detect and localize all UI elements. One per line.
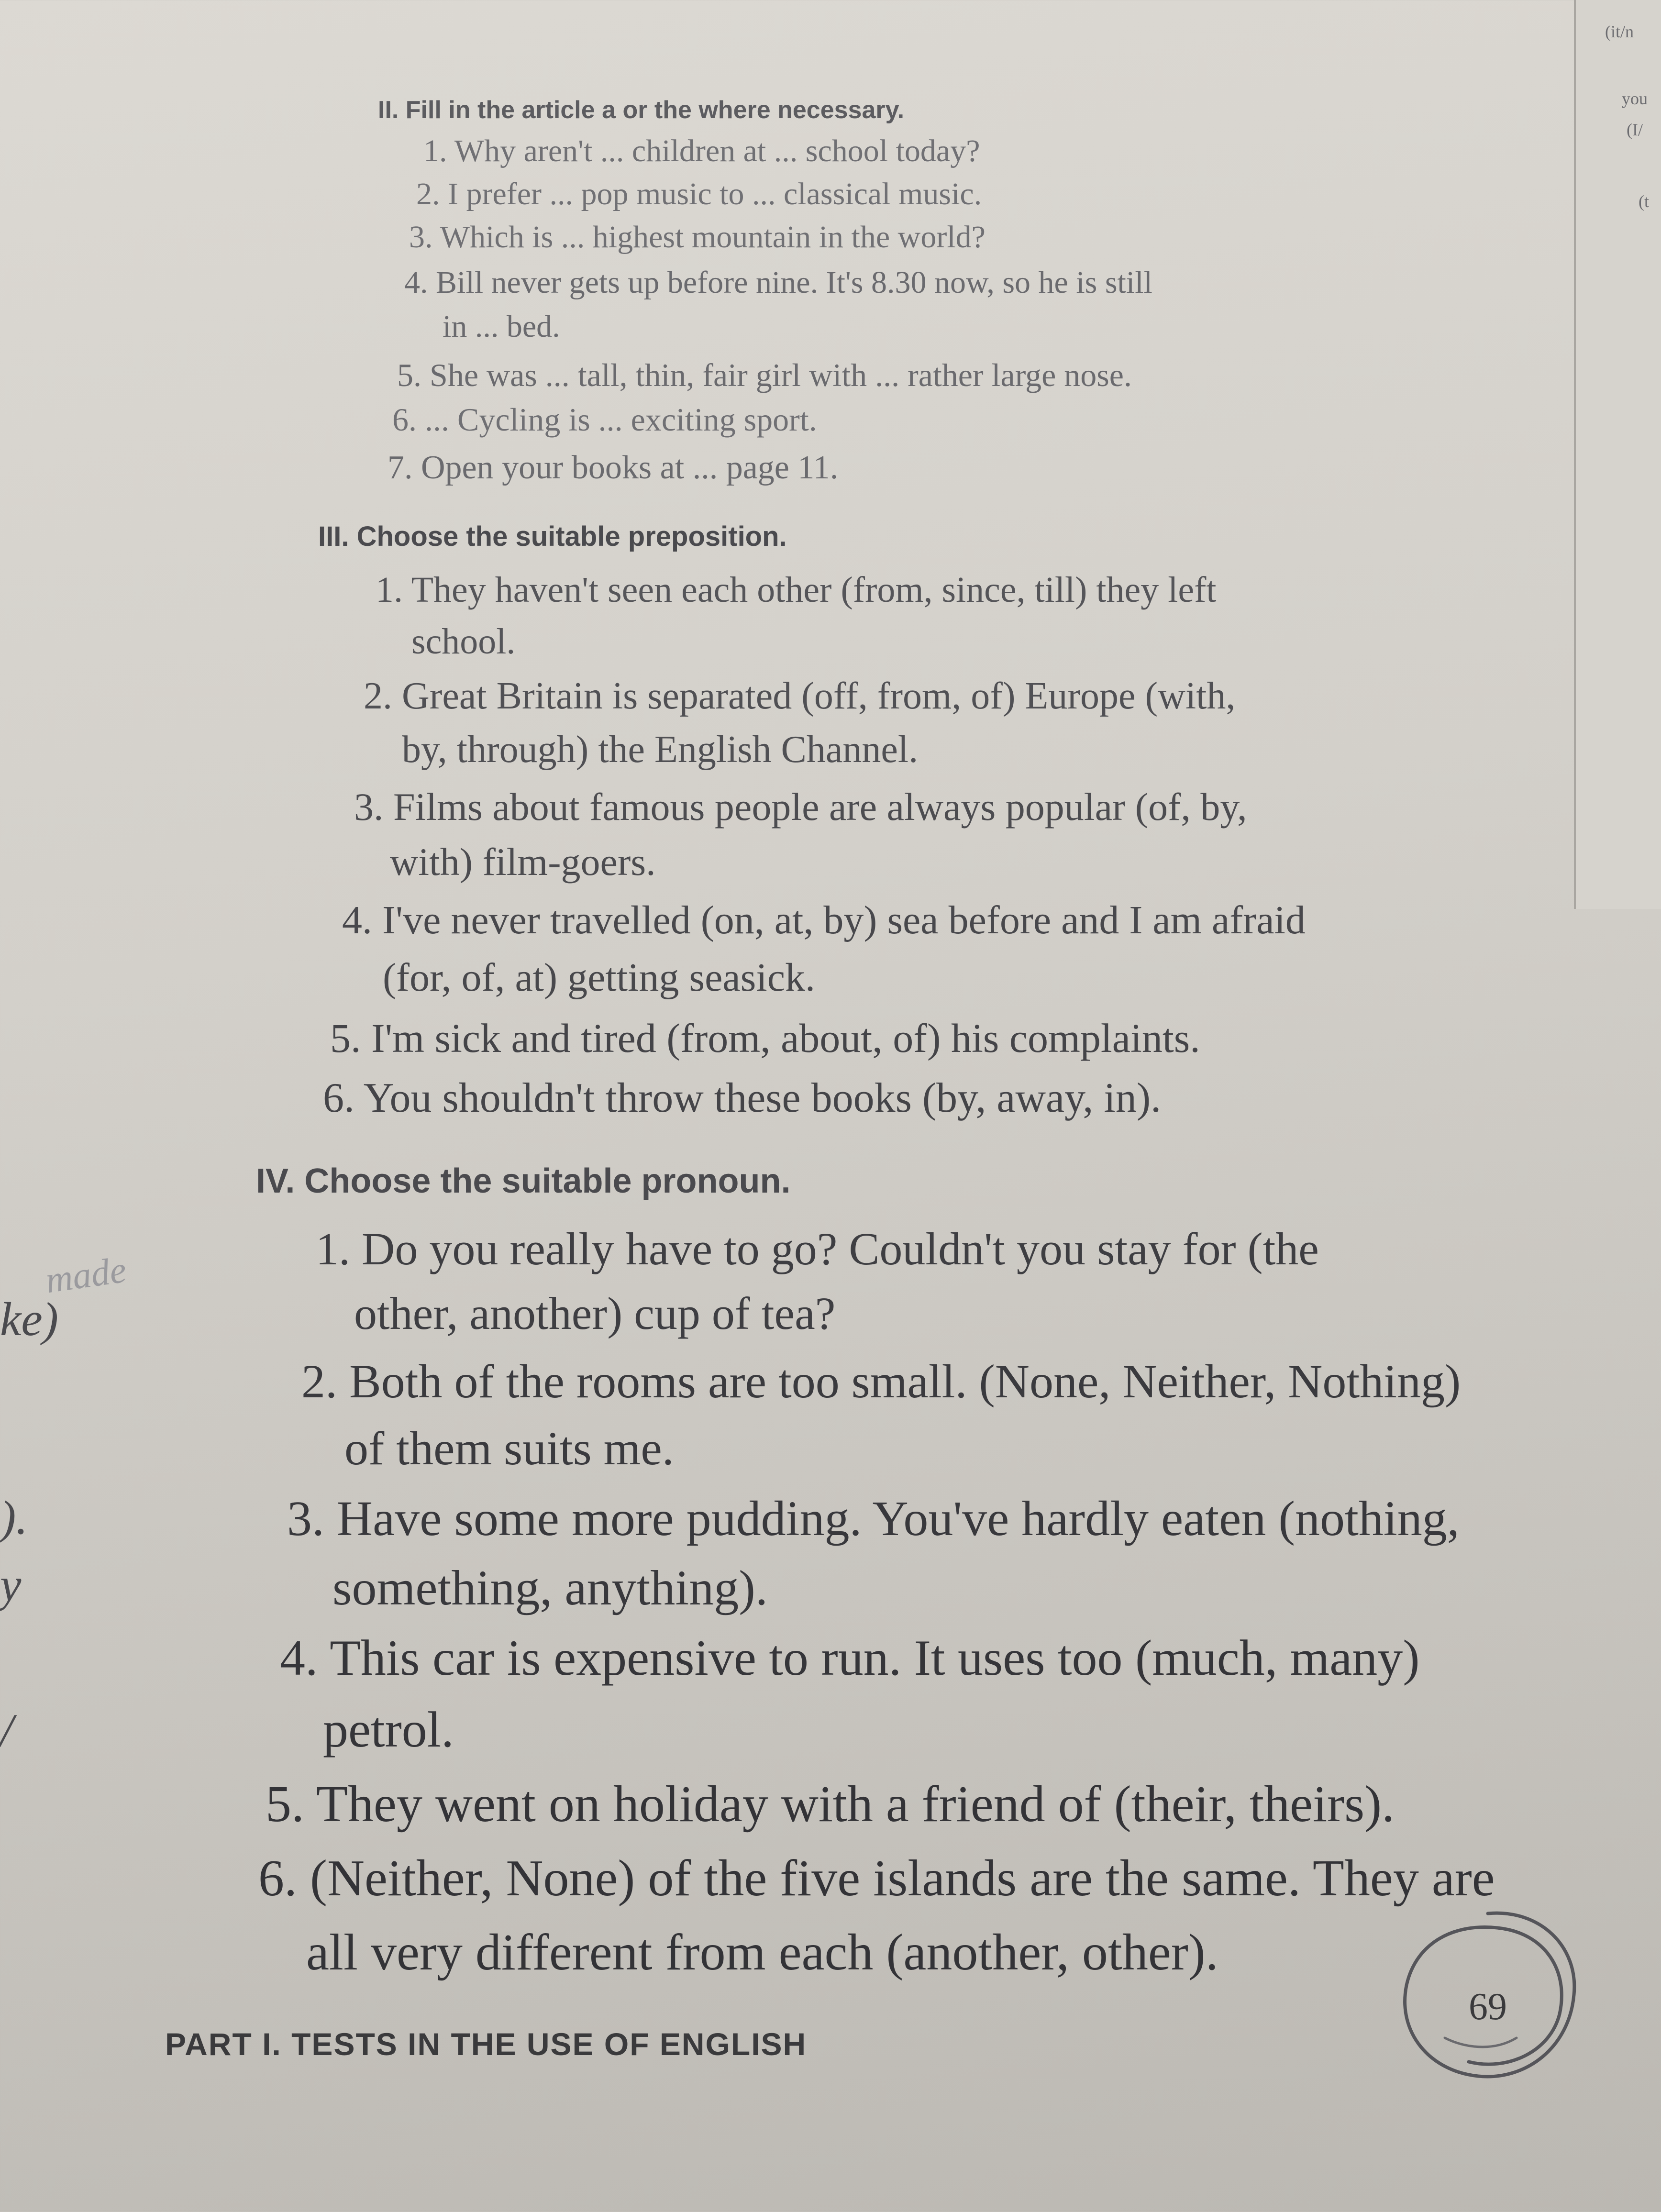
section-4-item: 5. They went on holiday with a friend of (their, theirs). — [266, 1776, 1395, 1833]
section-2-item: 1. Why aren't ... children at ... school today? — [423, 133, 980, 168]
section-4-item: something, anything). — [332, 1560, 768, 1615]
section-3-item: 5. I'm sick and tired (from, about, of) his complaints. — [330, 1015, 1200, 1061]
section-4-item: 6. (Neither, None) of the five islands are the same. They are — [258, 1850, 1495, 1907]
section-2-item: in ... bed. — [443, 309, 560, 344]
margin-text: y — [0, 1558, 22, 1611]
section-2-item: 4. Bill never gets up before nine. It's 8.30 now, so he is still — [404, 265, 1152, 300]
edge-text-4: (t — [1639, 192, 1649, 211]
section-4-item: petrol. — [323, 1702, 454, 1758]
section-3-item: (for, of, at) getting seasick. — [383, 955, 815, 1000]
section-2-item: 6. ... Cycling is ... exciting sport. — [392, 401, 817, 438]
section-4-item: 3. Have some more pudding. You've hardly eaten (nothing, — [287, 1491, 1460, 1546]
section-2-heading: II. Fill in the article a or the where necessary. — [378, 96, 905, 124]
section-2-item: 2. I prefer ... pop music to ... classical music. — [416, 177, 982, 211]
section-3-item: 2. Great Britain is separated (off, from, of) Europe (with, — [364, 675, 1236, 717]
section-3-item: school. — [411, 621, 516, 662]
section-3-heading: III. Choose the suitable preposition. — [318, 521, 787, 552]
adjacent-page-edge — [1574, 0, 1661, 909]
section-3-item: with) film-goers. — [390, 840, 656, 884]
section-4-item: 1. Do you really have to go? Couldn't you stay for (the — [316, 1223, 1319, 1274]
section-4-item: of them suits me. — [344, 1422, 674, 1475]
page-footer: PART I. TESTS IN THE USE OF ENGLISH — [165, 2026, 807, 2062]
section-2-item: 5. She was ... tall, thin, fair girl with ... rather large nose. — [397, 357, 1132, 393]
section-4-item: all very different from each (another, other). — [306, 1924, 1218, 1981]
edge-text-3: (I/ — [1627, 120, 1643, 139]
edge-text-2: you — [1622, 89, 1648, 108]
section-3-item: 4. I've never travelled (on, at, by) sea before and I am afraid — [342, 898, 1306, 942]
section-3-item: 6. You shouldn't throw these books (by, away, in). — [323, 1075, 1162, 1121]
margin-text: / — [0, 1704, 13, 1757]
section-4-item: 2. Both of the rooms are too small. (None, Neither, Nothing) — [301, 1355, 1461, 1408]
section-3-item: by, through) the English Channel. — [402, 729, 919, 771]
margin-text: ke) — [0, 1293, 59, 1346]
edge-text-1: (it/n — [1605, 22, 1634, 41]
section-4-item: 4. This car is expensive to run. It uses too (much, many) — [280, 1630, 1420, 1686]
section-4-heading: IV. Choose the suitable pronoun. — [256, 1162, 791, 1200]
section-2-item: 3. Which is ... highest mountain in the world? — [409, 220, 986, 254]
section-3-item: 1. They haven't seen each other (from, since, till) they left — [376, 570, 1217, 610]
section-2-item: 7. Open your books at ... page 11. — [388, 449, 839, 486]
section-3-item: 3. Films about famous people are always popular (of, by, — [354, 785, 1247, 829]
page-number: 69 — [1469, 1986, 1507, 2028]
margin-text: ). — [0, 1491, 28, 1544]
pencil-note: made — [43, 1248, 129, 1301]
section-4-item: other, another) cup of tea? — [354, 1288, 836, 1339]
